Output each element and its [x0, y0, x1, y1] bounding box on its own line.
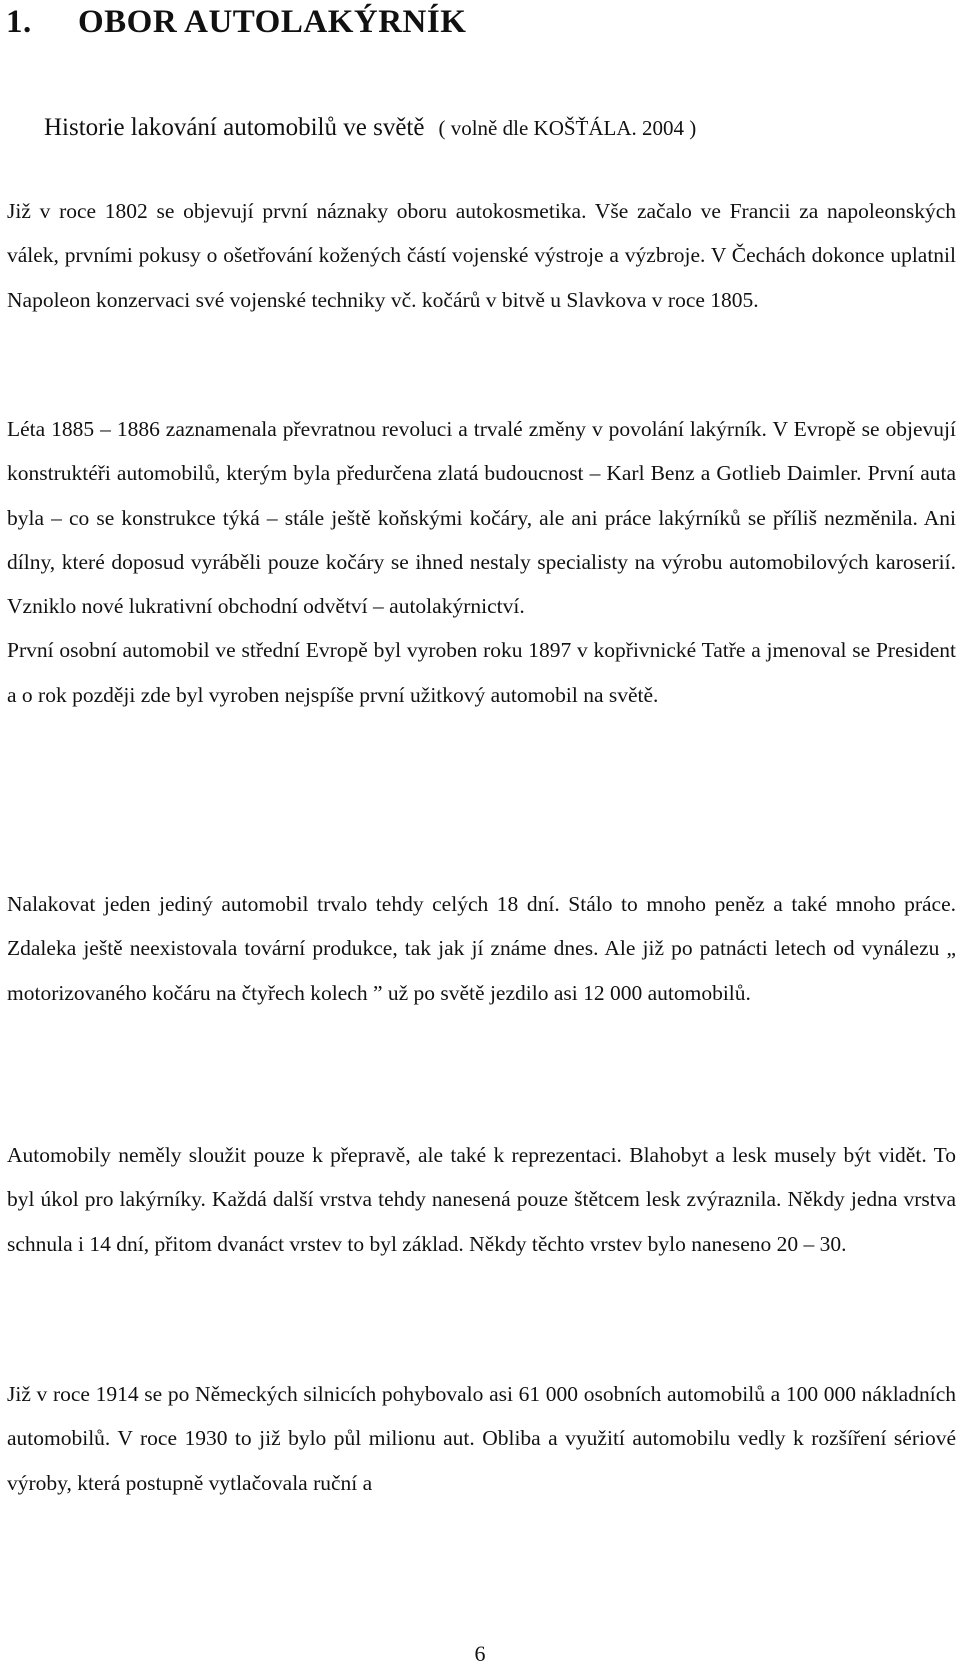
paragraph: Již v roce 1802 se objevují první náznaky oboru autokosmetika. Vše začalo ve Francii za napoleonských válek, prvními pokusy o ošetřování kožených částí vojenské výstroje a výzbroje. V Čechách dokonce uplatnil Napoleon konzervaci své vojenské techniky vč. kočárů v bitvě u Slavkova v roce 1805.	[7, 199, 956, 312]
paragraph: První osobní automobil ve střední Evropě byl vyroben roku 1897 v kopřivnické Tatře a jmenoval se President a o rok později zde byl vyroben nejspíše první užitkový automobil na světě.	[7, 638, 956, 707]
chapter-title: OBOR AUTOLAKÝRNÍK	[78, 4, 467, 40]
chapter-number: 1.	[6, 4, 32, 40]
paragraph: Léta 1885 – 1886 zaznamenala převratnou revoluci a trvalé změny v povolání lakýrník. V Evropě se objevují konstruktéři automobilů, kterým byla předurčena zlatá budoucnost – Karl Benz a Gotlieb Daimler. První auta byla – co se konstrukce týká – stále ještě koňskými kočáry, ale ani práce lakýrníků se příliš nezměnila. Ani dílny, které doposud vyráběli pouze kočáry se ihned nestaly specialisty na výrobu automobilových karoserií. Vzniklo nové lukrativní obchodní odvětví – autolakýrnictví.	[7, 417, 956, 619]
text-block-3	[7, 882, 956, 1015]
paragraph: Již v roce 1914 se po Německých silnicích pohybovalo asi 61 000 osobních automobilů a 100 000 nákladních automobilů. V roce 1930 to již bylo půl milionu aut. Obliba a využití automobilu vedly k rozšíření sériové výroby, která postupně vytlačovala ruční a	[7, 1382, 956, 1495]
text-block-2	[7, 407, 956, 717]
section-heading	[44, 112, 696, 144]
section-title: Historie lakování automobilů ve světě	[44, 114, 425, 141]
page-number: 6	[474, 1641, 486, 1666]
paragraph: Nalakovat jeden jediný automobil trvalo tehdy celých 18 dní. Stálo to mnoho peněz a také mnoho práce. Zdaleka ještě neexistovala tovární produkce, tak jak jí známe dnes. Ale již po patnácti letech od vynálezu „ motorizovaného kočáru na čtyřech kolech ” už po světě jezdilo asi 12 000 automobilů.	[7, 892, 956, 1005]
text-block-5	[7, 1372, 956, 1505]
text-block-4	[7, 1133, 956, 1266]
text-block-1	[7, 189, 956, 322]
paragraph: Automobily neměly sloužit pouze k přepravě, ale také k reprezentaci. Blahobyt a lesk musely být vidět. To byl úkol pro lakýrníky. Každá další vrstva tehdy nanesená pouze štětcem lesk zvýraznila. Někdy jedna vrstva schnula i 14 dní, přitom dvanáct vrstev to byl základ. Někdy těchto vrstev bylo naneseno 20 – 30.	[7, 1143, 956, 1256]
source-note: ( volně dle KOŠŤÁLA. 2004 )	[438, 116, 697, 140]
chapter-heading	[6, 2, 466, 42]
